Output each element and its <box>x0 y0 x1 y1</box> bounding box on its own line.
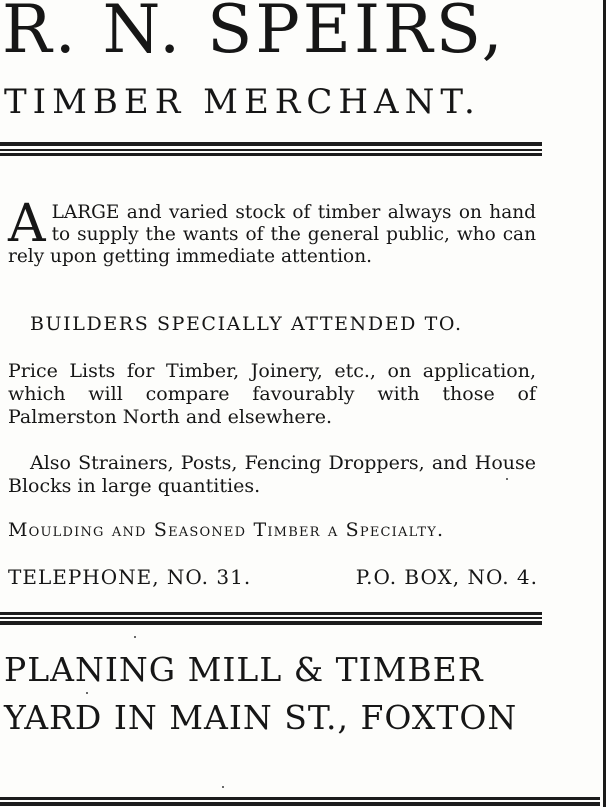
print-speck <box>134 636 136 638</box>
top-rule-thin <box>0 149 542 151</box>
location-block <box>4 646 549 742</box>
bottom-rule-upper <box>0 612 542 615</box>
strainers-paragraph: Also Strainers, Posts, Fencing Droppers, and House Blocks in large quantities. <box>8 452 536 497</box>
location-line-2: YARD IN MAIN ST., FOXTON <box>4 698 518 737</box>
telephone-number: TELEPHONE, NO. 31. <box>8 565 252 589</box>
footer-rule-upper <box>0 797 600 800</box>
merchant-name: R. N. SPEIRS, <box>2 0 506 68</box>
bottom-rule-thin <box>0 617 542 619</box>
specialty-text: Moulding and Seasoned Timber a Specialty. <box>8 519 445 541</box>
print-speck <box>506 478 508 480</box>
bottom-rule-thick <box>0 621 542 625</box>
print-speck <box>222 786 224 788</box>
drop-cap: A <box>8 194 46 254</box>
specialty-line <box>8 518 536 542</box>
location-line-1: PLANING MILL & TIMBER <box>4 650 484 689</box>
intro-paragraph <box>8 194 536 268</box>
builders-line: BUILDERS SPECIALLY ATTENDED TO. <box>30 313 463 335</box>
top-rule-lower <box>0 153 542 156</box>
trade-title: TIMBER MERCHANT. <box>4 82 481 122</box>
price-lists-paragraph: Price Lists for Timber, Joinery, etc., on application, which will compare favourably with those of Palmerston North and elsewhere. <box>8 360 536 428</box>
print-speck <box>86 692 88 694</box>
po-box: P.O. BOX, NO. 4. <box>355 565 538 589</box>
contact-line <box>8 564 538 590</box>
top-rule-thick <box>0 142 542 146</box>
intro-text: LARGE and varied stock of timber always on hand to supply the wants of the general public, who can rely upon getting immediate attention. <box>8 202 536 267</box>
footer-rule-lower <box>0 802 600 806</box>
